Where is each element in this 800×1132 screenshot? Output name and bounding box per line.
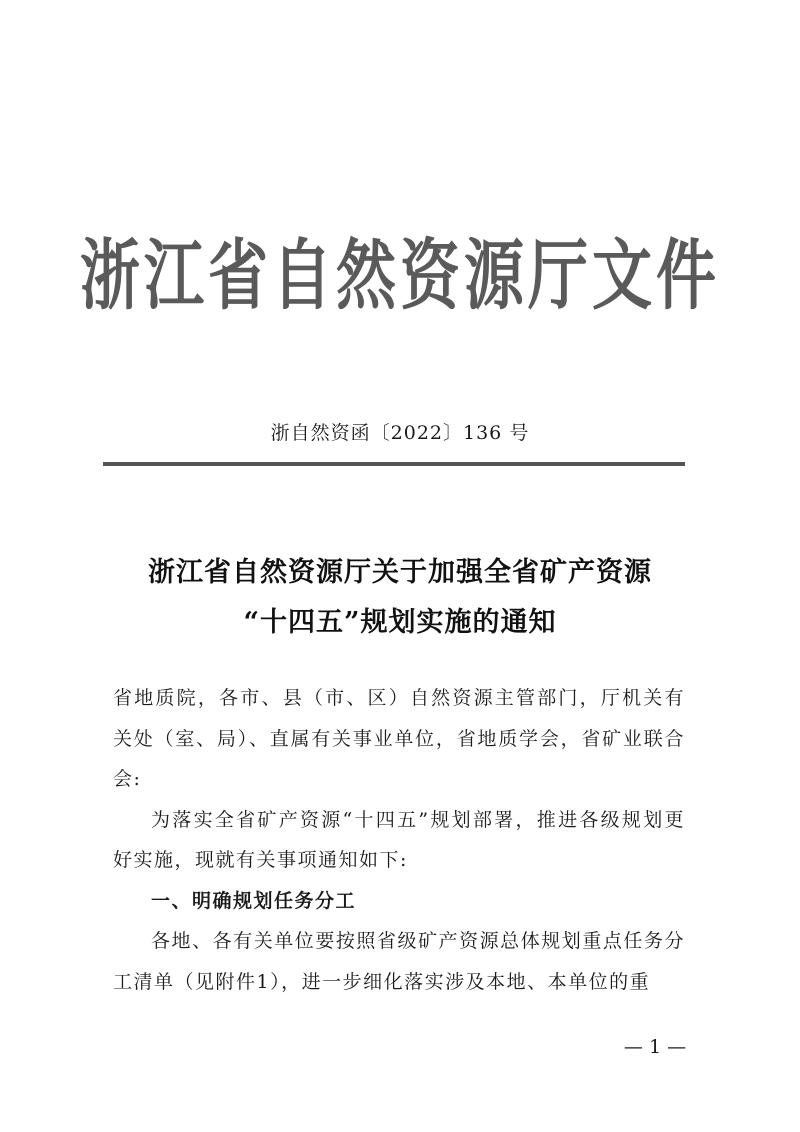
recipients-paragraph: 省地质院，各市、县（市、区）自然资源主管部门，厅机关有关处（室、局）、直属有关事业单位，省地质学会，省矿业联合会:	[113, 687, 685, 790]
intro-paragraph: 为落实全省矿产资源“十四五”规划部署，推进各级规划更好实施，现就有关事项通知如下:	[113, 808, 685, 871]
document-title	[0, 548, 800, 648]
section-1-paragraph: 各地、各有关单位要按照省级矿产资源总体规划重点任务分工清单（见附件1），进一步细化落实涉及本地、本单位的重	[113, 930, 685, 993]
section-1-heading: 一、明确规划任务分工	[151, 889, 357, 912]
header-divider	[103, 462, 685, 466]
document-body	[113, 678, 685, 1002]
document-title-line-1: 浙江省自然资源厅关于加强全省矿产资源	[148, 557, 652, 588]
page-number: — 1 —	[623, 1036, 687, 1058]
document-masthead: 浙江省自然资源厅文件	[80, 231, 720, 322]
document-title-line-2: “十四五”规划实施的通知	[243, 607, 557, 638]
document-number: 浙自然资函〔2022〕136 号	[270, 422, 530, 444]
